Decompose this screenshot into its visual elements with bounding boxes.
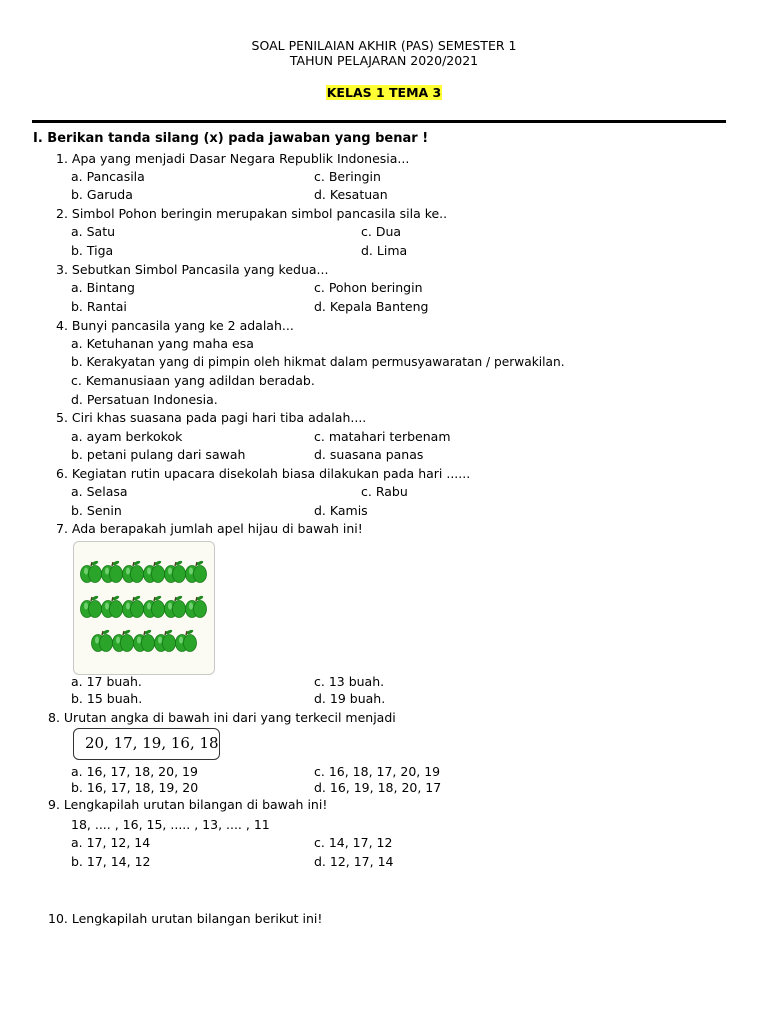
q4-option-b[interactable]: b. Kerakyatan yang di pimpin oleh hikmat dalam permusyawaratan / perwakilan.	[71, 355, 565, 369]
q5-option-c[interactable]: c. matahari terbenam	[314, 429, 451, 444]
q2-option-d[interactable]: d. Lima	[361, 243, 408, 258]
green-apple-icon	[102, 595, 123, 617]
section-heading: I. Berikan tanda silang (x) pada jawaban yang benar !	[33, 131, 429, 146]
q3-option-b[interactable]: b. Rantai	[71, 299, 127, 314]
q9-option-b[interactable]: b. 17, 14, 12	[71, 854, 151, 869]
green-apple-icon	[144, 595, 165, 617]
green-apple-icon	[186, 560, 207, 582]
class-label-row	[0, 85, 768, 100]
green-apple-icon	[123, 595, 144, 617]
divider-rule	[32, 120, 726, 123]
q7-option-d[interactable]: d. 19 buah.	[314, 691, 386, 706]
green-apple-icon	[176, 629, 197, 651]
q3-option-d[interactable]: d. Kepala Banteng	[314, 299, 429, 314]
question-1: 1. Apa yang menjadi Dasar Negara Republik Indonesia...	[56, 151, 410, 166]
green-apple-icon	[81, 560, 102, 582]
q6-option-a[interactable]: a. Selasa	[71, 484, 128, 499]
apple-grid	[74, 542, 214, 674]
green-apple-icon	[123, 560, 144, 582]
question-6: 6. Kegiatan rutin upacara disekolah biasa dilakukan pada hari ......	[56, 466, 471, 481]
q1-option-a[interactable]: a. Pancasila	[71, 169, 145, 184]
green-apple-icon	[134, 629, 155, 651]
question-3: 3. Sebutkan Simbol Pancasila yang kedua...	[56, 262, 329, 277]
q7-option-c[interactable]: c. 13 buah.	[314, 674, 385, 689]
q7-option-a[interactable]: a. 17 buah.	[71, 674, 142, 689]
q5-option-b[interactable]: b. petani pulang dari sawah	[71, 447, 246, 462]
q9-option-c[interactable]: c. 14, 17, 12	[314, 835, 393, 850]
green-apple-icon	[165, 560, 186, 582]
question-7: 7. Ada berapakah jumlah apel hijau di bawah ini!	[56, 521, 363, 536]
document-subtitle: TAHUN PELAJARAN 2020/2021	[289, 53, 479, 68]
green-apple-icon	[186, 595, 207, 617]
number-sequence-box: 20, 17, 19, 16, 18	[73, 728, 220, 760]
green-apple-icon	[165, 595, 186, 617]
q9-sequence: 18, .... , 16, 15, ..... , 13, .... , 11	[71, 817, 270, 832]
question-4: 4. Bunyi pancasila yang ke 2 adalah...	[56, 318, 294, 333]
green-apple-icon	[92, 629, 113, 651]
q4-option-c[interactable]: c. Kemanusiaan yang adildan beradab.	[71, 373, 315, 388]
q8-option-d[interactable]: d. 16, 19, 18, 20, 17	[314, 780, 442, 795]
q1-option-b[interactable]: b. Garuda	[71, 187, 133, 202]
q3-option-a[interactable]: a. Bintang	[71, 280, 135, 295]
q8-option-a[interactable]: a. 16, 17, 18, 20, 19	[71, 764, 198, 779]
q2-option-b[interactable]: b. Tiga	[71, 243, 114, 258]
class-label: KELAS 1 TEMA 3	[326, 85, 442, 100]
green-apple-icon	[81, 595, 102, 617]
q8-option-c[interactable]: c. 16, 18, 17, 20, 19	[314, 764, 441, 779]
q4-option-a[interactable]: a. Ketuhanan yang maha esa	[71, 336, 254, 351]
q5-option-a[interactable]: a. ayam berkokok	[71, 429, 183, 444]
question-9: 9. Lengkapilah urutan bilangan di bawah ini!	[48, 797, 328, 812]
q6-option-d[interactable]: d. Kamis	[314, 503, 368, 518]
q9-option-d[interactable]: d. 12, 17, 14	[314, 854, 394, 869]
question-2: 2. Simbol Pohon beringin merupakan simbol pancasila sila ke..	[56, 206, 448, 221]
q6-option-c[interactable]: c. Rabu	[361, 484, 408, 499]
question-5: 5. Ciri khas suasana pada pagi hari tiba adalah....	[56, 410, 367, 425]
apple-illustration	[73, 541, 215, 675]
green-apple-icon	[113, 629, 134, 651]
green-apple-icon	[144, 560, 165, 582]
q2-option-a[interactable]: a. Satu	[71, 224, 116, 239]
q1-option-d[interactable]: d. Kesatuan	[314, 187, 388, 202]
green-apple-icon	[102, 560, 123, 582]
green-apple-icon	[155, 629, 176, 651]
q3-option-c[interactable]: c. Pohon beringin	[314, 280, 423, 295]
q4-option-d[interactable]: d. Persatuan Indonesia.	[71, 392, 218, 407]
q7-option-b[interactable]: b. 15 buah.	[71, 691, 143, 706]
q5-option-d[interactable]: d. suasana panas	[314, 447, 424, 462]
question-10: 10. Lengkapilah urutan bilangan berikut ini!	[48, 911, 323, 926]
q2-option-c[interactable]: c. Dua	[361, 224, 402, 239]
q9-option-a[interactable]: a. 17, 12, 14	[71, 835, 151, 850]
q6-option-b[interactable]: b. Senin	[71, 503, 122, 518]
question-8: 8. Urutan angka di bawah ini dari yang terkecil menjadi	[48, 710, 396, 725]
q8-option-b[interactable]: b. 16, 17, 18, 19, 20	[71, 780, 199, 795]
document-title: SOAL PENILAIAN AKHIR (PAS) SEMESTER 1	[251, 38, 517, 53]
q1-option-c[interactable]: c. Beringin	[314, 169, 381, 184]
